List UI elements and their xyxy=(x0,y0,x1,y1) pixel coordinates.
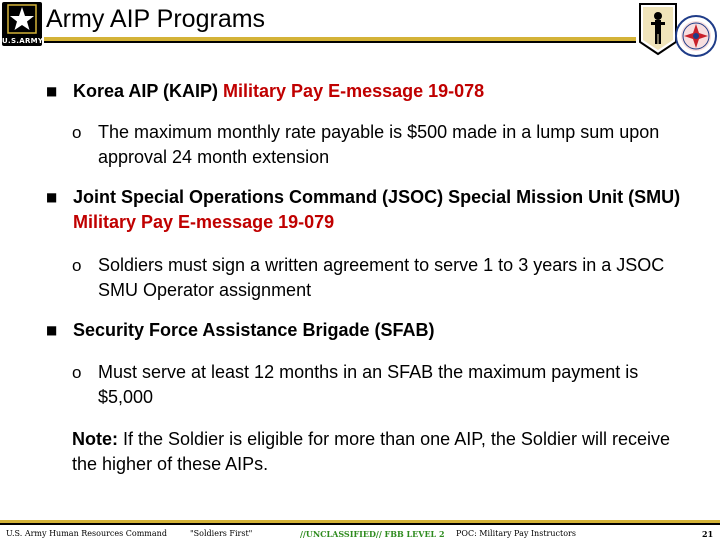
note-label: Note: xyxy=(72,429,118,449)
footer-black-rule xyxy=(0,523,720,525)
footer-motto: "Soldiers First" xyxy=(190,529,253,538)
footer-poc: POC: Military Pay Instructors xyxy=(456,529,576,538)
hrc-emblem-logo xyxy=(636,2,718,58)
square-bullet-icon: ■ xyxy=(46,323,58,337)
subbullet-text: The maximum monthly rate payable is $500 made in a lump sum upon approval 24 month extension xyxy=(98,122,660,167)
army-logo-text: U.S.ARMY xyxy=(2,37,44,45)
circle-bullet-icon: o xyxy=(72,363,82,382)
bullet-text: Joint Special Operations Command (JSOC) Special Mission Unit (SMU) xyxy=(73,187,681,207)
square-bullet-icon: ■ xyxy=(46,84,58,98)
star-icon xyxy=(6,3,38,35)
slide-header xyxy=(0,0,720,62)
emessage-link[interactable]: Military Pay E-message 19-079 xyxy=(73,212,335,232)
circle-bullet-icon: o xyxy=(72,123,82,142)
subbullet-text: Soldiers must sign a written agreement to serve 1 to 3 years in a JSOC SMU Operator assignment xyxy=(98,255,665,300)
footer-org: U.S. Army Human Resources Command xyxy=(6,529,167,538)
subbullet-text: Must serve at least 12 months in an SFAB the maximum payment is $5,000 xyxy=(98,362,639,407)
bullet-text: Korea AIP (KAIP) xyxy=(73,81,224,101)
emessage-link[interactable]: Military Pay E-message 19-078 xyxy=(223,81,485,101)
note-text: If the Soldier is eligible for more than one AIP, the Soldier will receive the higher of these AIPs. xyxy=(72,429,670,474)
footer-classification: //UNCLASSIFIED// FBB LEVEL 2 xyxy=(300,529,445,539)
note-paragraph xyxy=(72,427,682,477)
page-number: 21 xyxy=(702,529,714,539)
army-star-logo xyxy=(2,2,42,46)
bullet-text: Security Force Assistance Brigade (SFAB) xyxy=(73,320,435,340)
page-title: Army AIP Programs xyxy=(46,5,266,33)
header-black-rule xyxy=(44,41,636,43)
circle-bullet-icon: o xyxy=(72,256,82,275)
square-bullet-icon: ■ xyxy=(46,190,58,204)
